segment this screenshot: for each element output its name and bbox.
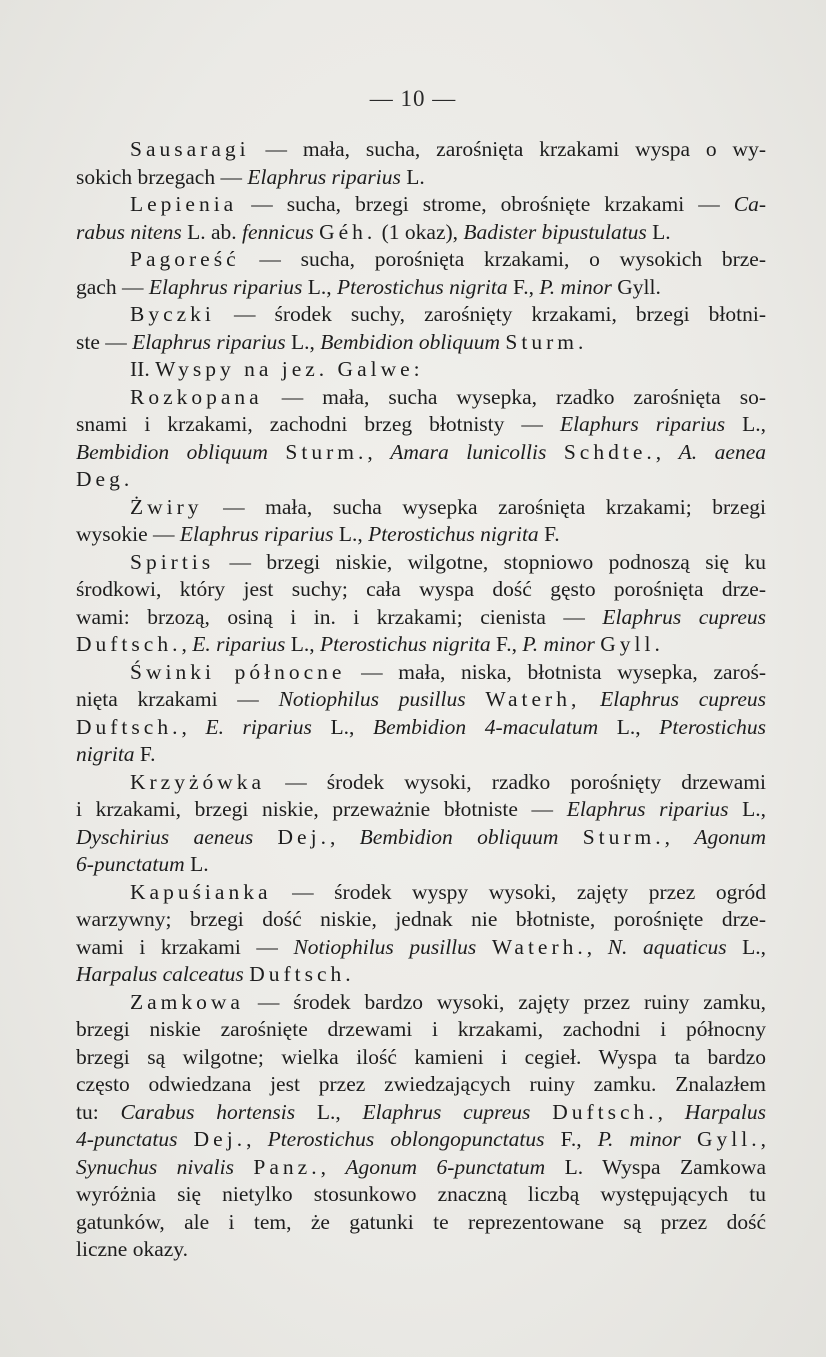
species-name: Pterostichus oblongopunctatus xyxy=(267,1127,545,1151)
species-name: Dyschirius aeneus xyxy=(76,824,254,849)
species-name: E. riparius xyxy=(192,632,286,656)
text-line xyxy=(76,164,766,192)
species-name: Carabus hortensis xyxy=(120,1099,296,1124)
text-run: L., xyxy=(728,797,766,821)
spaced-name: Panz. xyxy=(253,1154,321,1179)
species-name: Bembidion obliquum xyxy=(76,439,268,464)
text-run: — brzegi niskie, wilgotne, stopniowo podnoszą się ku xyxy=(214,549,766,574)
text-line xyxy=(76,851,766,879)
species-name: Elaphrus cupreus xyxy=(362,1099,531,1124)
text-run: L., xyxy=(302,274,337,299)
text-run: — mała, sucha wysepka zarośnięta krzakami; brzegi xyxy=(202,494,766,519)
text-run: snami i krzakami, zachodni brzeg błotnisty — xyxy=(76,412,560,436)
text-run: L. ab. xyxy=(181,219,243,244)
text-run: L., xyxy=(285,329,321,354)
text-run: wami i krzakami — xyxy=(76,934,294,959)
text-line xyxy=(76,494,766,522)
species-name: Notiophilus pusillus xyxy=(278,687,466,711)
text-run: środkowi, który jest suchy; cała wyspa dość gęsto porośnięta drze- xyxy=(76,577,766,601)
text-run: Gyll. xyxy=(611,274,661,299)
species-name: Agonum xyxy=(694,824,766,849)
text-run: — mała, sucha wysepka, rzadko zarośnięta so- xyxy=(262,384,766,409)
text-run: L. Wyspa Zamkowa xyxy=(545,1154,766,1179)
text-run xyxy=(178,1127,194,1151)
species-name: 4-punctatus xyxy=(76,1127,178,1151)
text-line xyxy=(76,191,766,219)
text-line xyxy=(76,961,766,989)
text-run: L., xyxy=(725,412,766,436)
text-line xyxy=(76,1181,766,1209)
text-run: , xyxy=(586,934,608,959)
spaced-name: Sausaragi xyxy=(130,137,250,161)
text-line xyxy=(76,466,766,494)
text-line xyxy=(76,934,766,962)
species-name: P. minor xyxy=(539,274,612,299)
spaced-name: Pagoreść xyxy=(130,247,240,271)
text-line xyxy=(76,989,766,1017)
text-line xyxy=(76,1044,766,1072)
text-line xyxy=(76,1099,766,1127)
species-name: Pterostichus nigrita xyxy=(320,632,491,656)
text-run xyxy=(681,1127,697,1151)
spaced-name: Dej. xyxy=(193,1127,247,1151)
species-name: Agonum 6-punctatum xyxy=(345,1154,546,1179)
text-run xyxy=(234,1155,253,1179)
species-name: E. riparius xyxy=(205,714,312,739)
text-line xyxy=(76,1016,766,1044)
species-name: Badister bipustulatus xyxy=(463,219,647,244)
text-run: gatunków, ale i tem, że gatunki te reprezentowane są przez dość xyxy=(76,1209,766,1234)
text-line xyxy=(76,356,766,384)
text-line xyxy=(76,384,766,412)
text-run: warzywny; brzegi dość niskie, jednak nie błotniste, porośnięte drze- xyxy=(76,907,766,931)
species-name: Elaphrus cupreus xyxy=(602,604,766,629)
text-run: F. xyxy=(538,522,560,546)
text-run: , xyxy=(367,439,391,464)
text-line xyxy=(76,686,766,714)
text-run xyxy=(580,687,600,711)
text-run: liczne okazy. xyxy=(76,1237,189,1261)
text-run: wyróżnia się nietylko stosunkowo znaczną liczbą występujących tu xyxy=(76,1182,766,1206)
species-name: Amara lunicollis xyxy=(390,439,547,464)
text-run: często odwiedzana jest przez zwiedzających ruiny zamku. Znalazłem xyxy=(76,1072,766,1096)
text-run: II. xyxy=(130,357,156,381)
text-run: — mała, sucha, zarośnięta krzakami wyspa o wy- xyxy=(249,137,766,161)
text-run: , xyxy=(655,439,679,464)
spaced-name: Duftsch. xyxy=(249,962,355,986)
text-run xyxy=(546,440,564,464)
text-line xyxy=(76,521,766,549)
text-run: — środek wysoki, rzadko porośnięty drzewami xyxy=(265,769,766,794)
spaced-name: Byczki xyxy=(130,302,215,326)
text-run: L., xyxy=(598,714,660,739)
text-run: L. xyxy=(646,219,671,244)
spaced-name: Sturm. xyxy=(505,329,588,354)
spaced-name: Waterh, xyxy=(485,687,581,711)
spaced-name: Duftsch. xyxy=(76,714,182,739)
text-run: , xyxy=(181,632,193,656)
spaced-name: Spirtis xyxy=(130,549,215,574)
text-line xyxy=(76,274,766,302)
spaced-name: Lepienia xyxy=(130,192,238,216)
spaced-name: Rozkopana xyxy=(130,384,263,409)
text-run: , xyxy=(329,824,360,849)
text-run: L., xyxy=(295,1099,363,1124)
spaced-name: Schdte. xyxy=(563,439,656,464)
spaced-name: Kapuśianka xyxy=(130,879,272,904)
text-run: i krzakami, brzegi niskie, przeważnie błotniste — xyxy=(76,797,567,821)
text-line xyxy=(76,549,766,577)
spaced-name: Wyspy na jez. Galwe: xyxy=(155,357,424,381)
text-line xyxy=(76,246,766,274)
text-line xyxy=(76,741,766,769)
text-run: — środek bardzo wysoki, zajęty przez ruiny zamku, xyxy=(243,989,766,1014)
page-number: — 10 — xyxy=(369,86,457,111)
species-name: Elaphrus riparius xyxy=(132,329,286,354)
text-run xyxy=(558,825,582,849)
text-line xyxy=(76,1209,766,1237)
spaced-name: Duftsch. xyxy=(76,632,182,656)
spaced-name: Duftsch. xyxy=(552,1099,658,1124)
spaced-name: Géh. xyxy=(319,219,377,244)
text-line xyxy=(76,879,766,907)
text-line xyxy=(76,576,766,604)
text-run: , xyxy=(664,824,695,849)
text-line xyxy=(76,1126,766,1154)
spaced-name: Świnki północne xyxy=(130,659,346,684)
species-name: rabus nitens xyxy=(76,219,182,244)
text-line xyxy=(76,439,766,467)
spaced-name: Dej. xyxy=(277,824,330,849)
text-run xyxy=(268,440,286,464)
text-run xyxy=(476,935,492,959)
text-run: — sucha, porośnięta krzakami, o wysokich brze- xyxy=(239,247,766,271)
text-run: L. xyxy=(184,852,209,876)
spaced-name: Zamkowa xyxy=(130,989,244,1014)
text-run: tu: xyxy=(76,1099,121,1124)
text-run: L., xyxy=(311,714,373,739)
species-name: Pterostichus xyxy=(659,714,766,739)
species-name: Bembidion obliquum xyxy=(359,824,559,849)
species-name: Elaphurs riparius xyxy=(559,412,726,436)
species-name: 6-punctatum xyxy=(76,852,185,876)
text-run xyxy=(253,825,277,849)
spaced-name: Waterh. xyxy=(491,934,587,959)
species-name: nigrita xyxy=(76,742,135,766)
species-name: Elaphrus cupreus xyxy=(600,687,766,711)
text-run xyxy=(530,1100,552,1124)
text-run: — środek wyspy wysoki, zajęty przez ogród xyxy=(271,879,766,904)
body-text xyxy=(76,136,766,1264)
text-run: , xyxy=(246,1127,268,1151)
species-name: Ca- xyxy=(733,192,766,216)
species-name: Elaphrus riparius xyxy=(566,797,729,821)
species-name: A. aenea xyxy=(678,439,766,464)
species-name: P. minor xyxy=(597,1127,681,1151)
species-name: fennicus xyxy=(242,219,314,244)
species-name: P. minor xyxy=(522,632,595,656)
text-line xyxy=(76,411,766,439)
text-line xyxy=(76,714,766,742)
species-name: N. aquaticus xyxy=(607,934,727,959)
text-run: L., xyxy=(726,934,766,959)
species-name: Notiophilus pusillus xyxy=(293,934,477,959)
text-run: , xyxy=(760,1127,766,1151)
text-line xyxy=(76,329,766,357)
spaced-name: Gyll. xyxy=(697,1127,761,1151)
text-run: (1 okaz), xyxy=(376,219,464,244)
text-line xyxy=(76,136,766,164)
species-name: Bembidion 4-maculatum xyxy=(372,714,599,739)
text-line xyxy=(76,1236,766,1264)
text-run xyxy=(466,687,486,711)
species-name: Elaphrus riparius xyxy=(247,164,401,189)
species-name: Pterostichus nigrita xyxy=(337,274,508,299)
spaced-name: Żwiry xyxy=(130,494,203,519)
text-line xyxy=(76,824,766,852)
text-run: , xyxy=(320,1154,346,1179)
text-line xyxy=(76,1154,766,1182)
text-line xyxy=(76,604,766,632)
text-run: , xyxy=(181,714,206,739)
species-name: Bembidion obliquum xyxy=(320,329,501,354)
text-run: — mała, niska, błotnista wysepka, zaroś- xyxy=(345,659,766,684)
text-run: — sucha, brzegi strome, obrośnięte krzakami — xyxy=(237,192,734,216)
species-name: Elaphrus riparius xyxy=(179,522,334,546)
text-run: — środek suchy, zarośnięty krzakami, brzegi błotni- xyxy=(214,302,766,326)
text-line xyxy=(76,769,766,797)
text-run: L., xyxy=(285,632,321,656)
text-run: , xyxy=(657,1099,685,1124)
text-run: brzegi niskie zarośnięte drzewami i krzakami, zachodni i północny xyxy=(76,1017,766,1041)
text-line xyxy=(76,796,766,824)
text-run: wami: brzozą, osiną i in. i krzakami; cienista — xyxy=(76,604,603,629)
spaced-name: Gyll. xyxy=(600,632,664,656)
text-run: F., xyxy=(490,632,523,656)
spaced-name: Sturm. xyxy=(582,824,665,849)
text-line xyxy=(76,301,766,329)
text-run: F., xyxy=(544,1127,598,1151)
species-name: Pterostichus nigrita xyxy=(368,522,539,546)
spaced-name: Deg. xyxy=(76,467,134,491)
text-line xyxy=(76,1071,766,1099)
text-line xyxy=(76,631,766,659)
text-run: F. xyxy=(134,742,156,766)
text-run: L., xyxy=(333,522,369,546)
spaced-name: Sturm. xyxy=(285,439,368,464)
text-run: wysokie — xyxy=(76,522,180,546)
text-run: F., xyxy=(507,274,540,299)
text-run: L. xyxy=(400,164,425,189)
species-name: Harpalus xyxy=(684,1099,766,1124)
text-run: gach — xyxy=(76,274,149,299)
text-line xyxy=(76,219,766,247)
spaced-name: Krzyżówka xyxy=(130,769,266,794)
text-run: nięta krzakami — xyxy=(76,687,279,711)
species-name: Harpalus calceatus xyxy=(76,962,244,986)
text-run: brzegi są wilgotne; wielka ilość kamieni i cegieł. Wyspa ta bardzo xyxy=(76,1044,766,1069)
text-line xyxy=(76,906,766,934)
text-run: sokich brzegach — xyxy=(76,164,248,189)
species-name: Elaphrus riparius xyxy=(148,274,303,299)
text-run: ste — xyxy=(76,329,133,354)
text-line xyxy=(76,659,766,687)
species-name: Synuchus nivalis xyxy=(76,1154,234,1179)
